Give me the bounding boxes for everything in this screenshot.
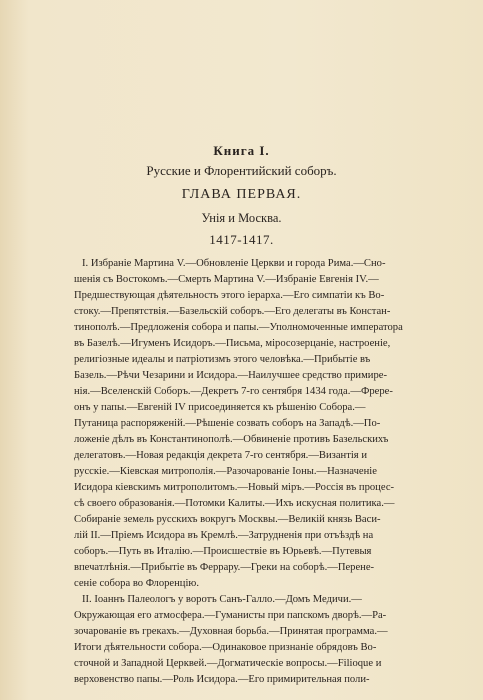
text-line: I. Избраніе Мартина V.—Обновленіе Церкви и города Рима.—Сно- xyxy=(82,258,386,269)
text-line: сѣ своего образованія.—Потомки Калиты.—Ихъ искусная политика.— xyxy=(74,498,395,509)
text-line: впечатлѣнія.—Прибытіе въ Феррару.—Греки на соборѣ.—Перене- xyxy=(74,562,375,573)
text-line: Итоги дѣятельности собора.—Одинаковое признаніе обрядовъ Во- xyxy=(74,642,377,653)
text-line: Исидора кіевскимъ митрополитомъ.—Новый міръ.—Россія въ процес- xyxy=(74,482,395,493)
text-line: въ Базелѣ.—Игуменъ Исидоръ.—Письма, міросозерцаніе, настроеніе, xyxy=(74,338,391,349)
text-line: стоку.—Препятствія.—Базельскій соборъ.—Его делегаты въ Констан- xyxy=(74,306,391,317)
text-line: II. Іоаннъ Палеологъ у воротъ Санъ-Галло.—Домъ Медичи.— xyxy=(82,594,362,605)
text-line: сточной и Западной Церквей.—Догматическіе вопросы.—Filioque и xyxy=(74,658,382,669)
text-line: Окружающая его атмосфера.—Гуманисты при папскомъ дворѣ.—Ра- xyxy=(74,610,387,621)
text-line: Базель.—Рѣчи Чезарини и Исидора.—Наилучшее средство примире- xyxy=(74,370,387,381)
text-line: соборъ.—Путь въ Италію.—Происшествіе въ Юрьевѣ.—Путевыя xyxy=(74,546,372,557)
text-line: зочарованіе въ грекахъ.—Духовная борьба.—Принятая программа.— xyxy=(74,626,388,637)
text-line: Собираніе земель русскихъ вокругъ Москвы.—Великій князь Васи- xyxy=(74,514,381,525)
text-line: ложеніе дѣлъ въ Константинополѣ.—Обвиненіе противъ Базельскихъ xyxy=(74,434,389,445)
text-line: русскіе.—Кіевская митрополія.—Разочарованіе Іоны.—Назначеніе xyxy=(74,466,377,477)
text-line: шенія съ Востокомъ.—Смерть Мартина V.—Избраніе Евгенія IV.— xyxy=(74,274,379,285)
text-line: онъ у папы.—Евгеній IV присоединяется къ рѣшенію Собора.— xyxy=(74,402,366,413)
text-line: религіозные идеалы и патріотизмъ этого человѣка.—Прибытіе въ xyxy=(74,354,371,365)
part-title: Унія и Москва. xyxy=(201,211,282,225)
chapter-summary xyxy=(74,256,412,688)
chapter-title: ГЛАВА ПЕРВАЯ. xyxy=(181,187,302,202)
text-line: Путаница распоряженій.—Рѣшеніе созвать соборъ на Западѣ.—По- xyxy=(74,418,381,429)
text-line: верховенство папы.—Роль Исидора.—Его примирительная поли- xyxy=(74,674,370,685)
text-line: сеніе собора во Флоренцію. xyxy=(74,578,199,589)
years: 1417-1417. xyxy=(209,232,274,247)
text-line: тинополѣ.—Предложенія собора и папы.—Уполномоченные императора xyxy=(74,322,403,333)
text-line: делегатовъ.—Новая редакція декрета 7-го сентября.—Византія и xyxy=(74,450,367,461)
book-subtitle: Русские и Флорентийский соборъ. xyxy=(146,163,337,178)
book-title: Книга I. xyxy=(213,143,270,158)
text-line: лій II.—Пріемъ Исидора въ Кремлѣ.—Затрудненія при отъѣздѣ на xyxy=(74,530,374,541)
text-line: нія.—Вселенскій Соборъ.—Декретъ 7-го сентября 1434 года.—Фрере- xyxy=(74,386,393,397)
text-line: Предшествующая дѣятельность этого іерарха.—Его симпатіи къ Во- xyxy=(74,290,385,301)
